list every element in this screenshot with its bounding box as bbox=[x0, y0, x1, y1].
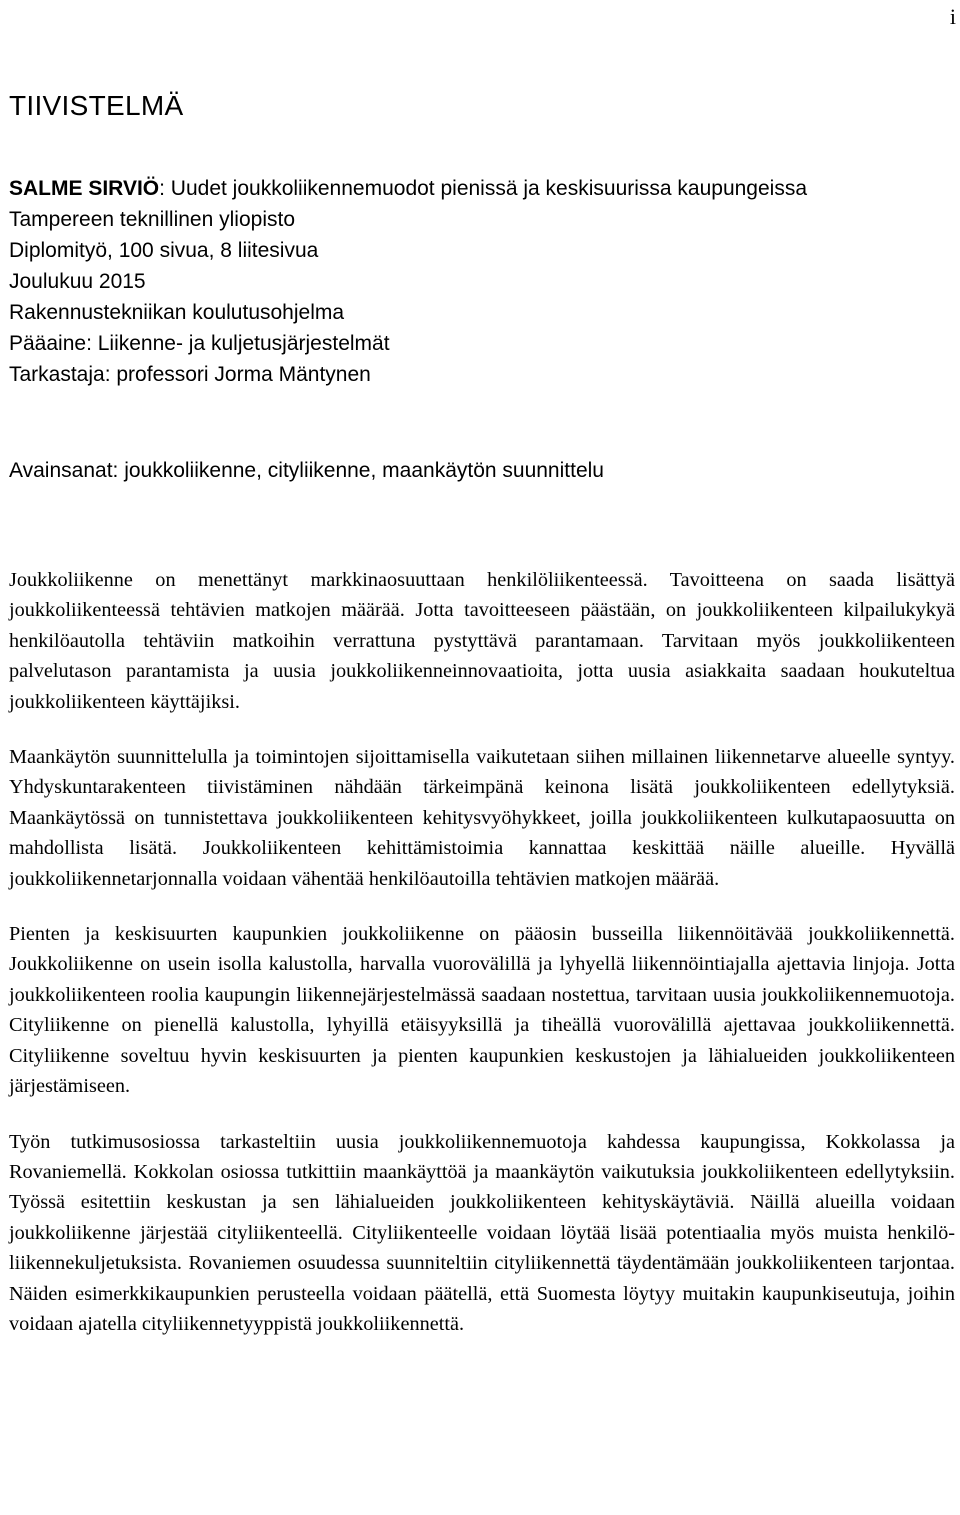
thesis-type: Diplomityö, 100 sivua, 8 liitesivua bbox=[9, 239, 319, 262]
keywords: Avainsanat: joukkoliikenne, cityliikenne, maankäytön suunnittelu bbox=[9, 459, 604, 482]
page-title: TIIVISTELMÄ bbox=[9, 90, 184, 121]
thesis-metadata bbox=[9, 173, 951, 390]
abstract-paragraph: Maankäytön suunnittelulla ja toimintojen sijoittamisella vaikutetaan siihen millainen liikennetarve alueelle syntyy. Yhdyskuntarakenteen tiivistäminen nähdään tärkeimpänä keinona lisätä joukkoliikenteen edellytyksiä. Maankäytössä on tunnistettava joukkoliikenteen kehitysvyöhykkeet, joilla joukkoliikenteen kulkutapaosuutta on mahdollista lisätä. Joukkoliikenteen kehittämistoimia kannattaa keskittää näille alueille. Hyvällä joukkoliikennetarjonnalla voidaan vähentää henkilöautoilla tehtävien matkojen määrää. bbox=[9, 746, 955, 890]
abstract-paragraph: Pienten ja keskisuurten kaupunkien joukkoliikenne on pääosin busseilla liikennöitävää joukkoliikennettä. Joukkoliikenne on usein isolla kalustolla, harvalla vuorovälillä ja lyhyellä liikennöintiajalla ajettavia linjoja. Jotta joukkoliikenteen roolia kaupungin liikennejärjestelmässä saadaan nostettua, tarvitaan uusia joukkoliikennemuotoja. Cityliikenne on pienellä kalustolla, lyhyillä etäisyyksillä ja tiheällä vuorovälillä ajettavaa joukkoliikennettä. Cityliikenne soveltuu hyvin keskisuurten ja pienten kaupunkien keskustojen ja lähialueiden joukkoliikenteen järjestämiseen. bbox=[9, 923, 955, 1098]
degree-programme: Rakennustekniikan koulutusohjelma bbox=[9, 301, 345, 324]
examiner: Tarkastaja: professori Jorma Mäntynen bbox=[9, 363, 371, 386]
university: Tampereen teknillinen yliopisto bbox=[9, 208, 295, 231]
thesis-author-title bbox=[9, 173, 951, 204]
page-number: i bbox=[949, 4, 956, 29]
author-name: SALME SIRVIÖ bbox=[9, 177, 160, 200]
thesis-date: Joulukuu 2015 bbox=[9, 270, 146, 293]
abstract-paragraph: Työn tutkimusosiossa tarkasteltiin uusia joukkoliikennemuotoja kahdessa kaupungissa, Kokkolassa ja Rovaniemellä. Kokkolan osiossa tutkittiin maankäyttöä ja maankäytön vaikutuksia joukkoliikenteen edellytyksiin. Työssä esitettiin keskustan ja sen lähialueiden joukkoliikenteen kehityskäytäviä. Näillä alueilla voidaan joukkoliikenne järjestää cityliikenteellä. Cityliikenteelle voidaan löytää lisää potentiaalia myös muista henkilöliikennekuljetuksista. Rovaniemen osuudessa suunniteltiin cityliikennettä täydentämään joukkoliikenteen tarjontaa. Näiden esimerkkikaupunkien perusteella voidaan päätellä, että Suomesta löytyy muitakin kaupunkiseutuja, joihin voidaan ajatella cityliikennetyyppistä joukkoliikennettä. bbox=[9, 1130, 955, 1335]
major-subject: Pääaine: Liikenne- ja kuljetusjärjestelmät bbox=[9, 332, 390, 355]
thesis-title: : Uudet joukkoliikennemuodot pienissä ja keskisuurissa kaupungeissa bbox=[159, 177, 808, 200]
abstract-body bbox=[9, 565, 955, 1364]
abstract-paragraph: Joukkoliikenne on menettänyt markkinaosuuttaan henkilöliikenteessä. Tavoitteena on saada lisättyä joukkoliikenteessä tehtävien matkojen määrää. Jotta tavoitteeseen päästään, on joukkoliikenteen kilpailukykyä henkilöautolla tehtäviin matkoihin verrattuna pystyttävä parantamaan. Tarvitaan myös joukkoliikenteen palvelutason parantamista ja uusia joukkoliikenneinnovaatioita, jotta uusia asiakkaita saadaan houkuteltua joukkoliikenteen käyttäjiksi. bbox=[9, 569, 955, 713]
